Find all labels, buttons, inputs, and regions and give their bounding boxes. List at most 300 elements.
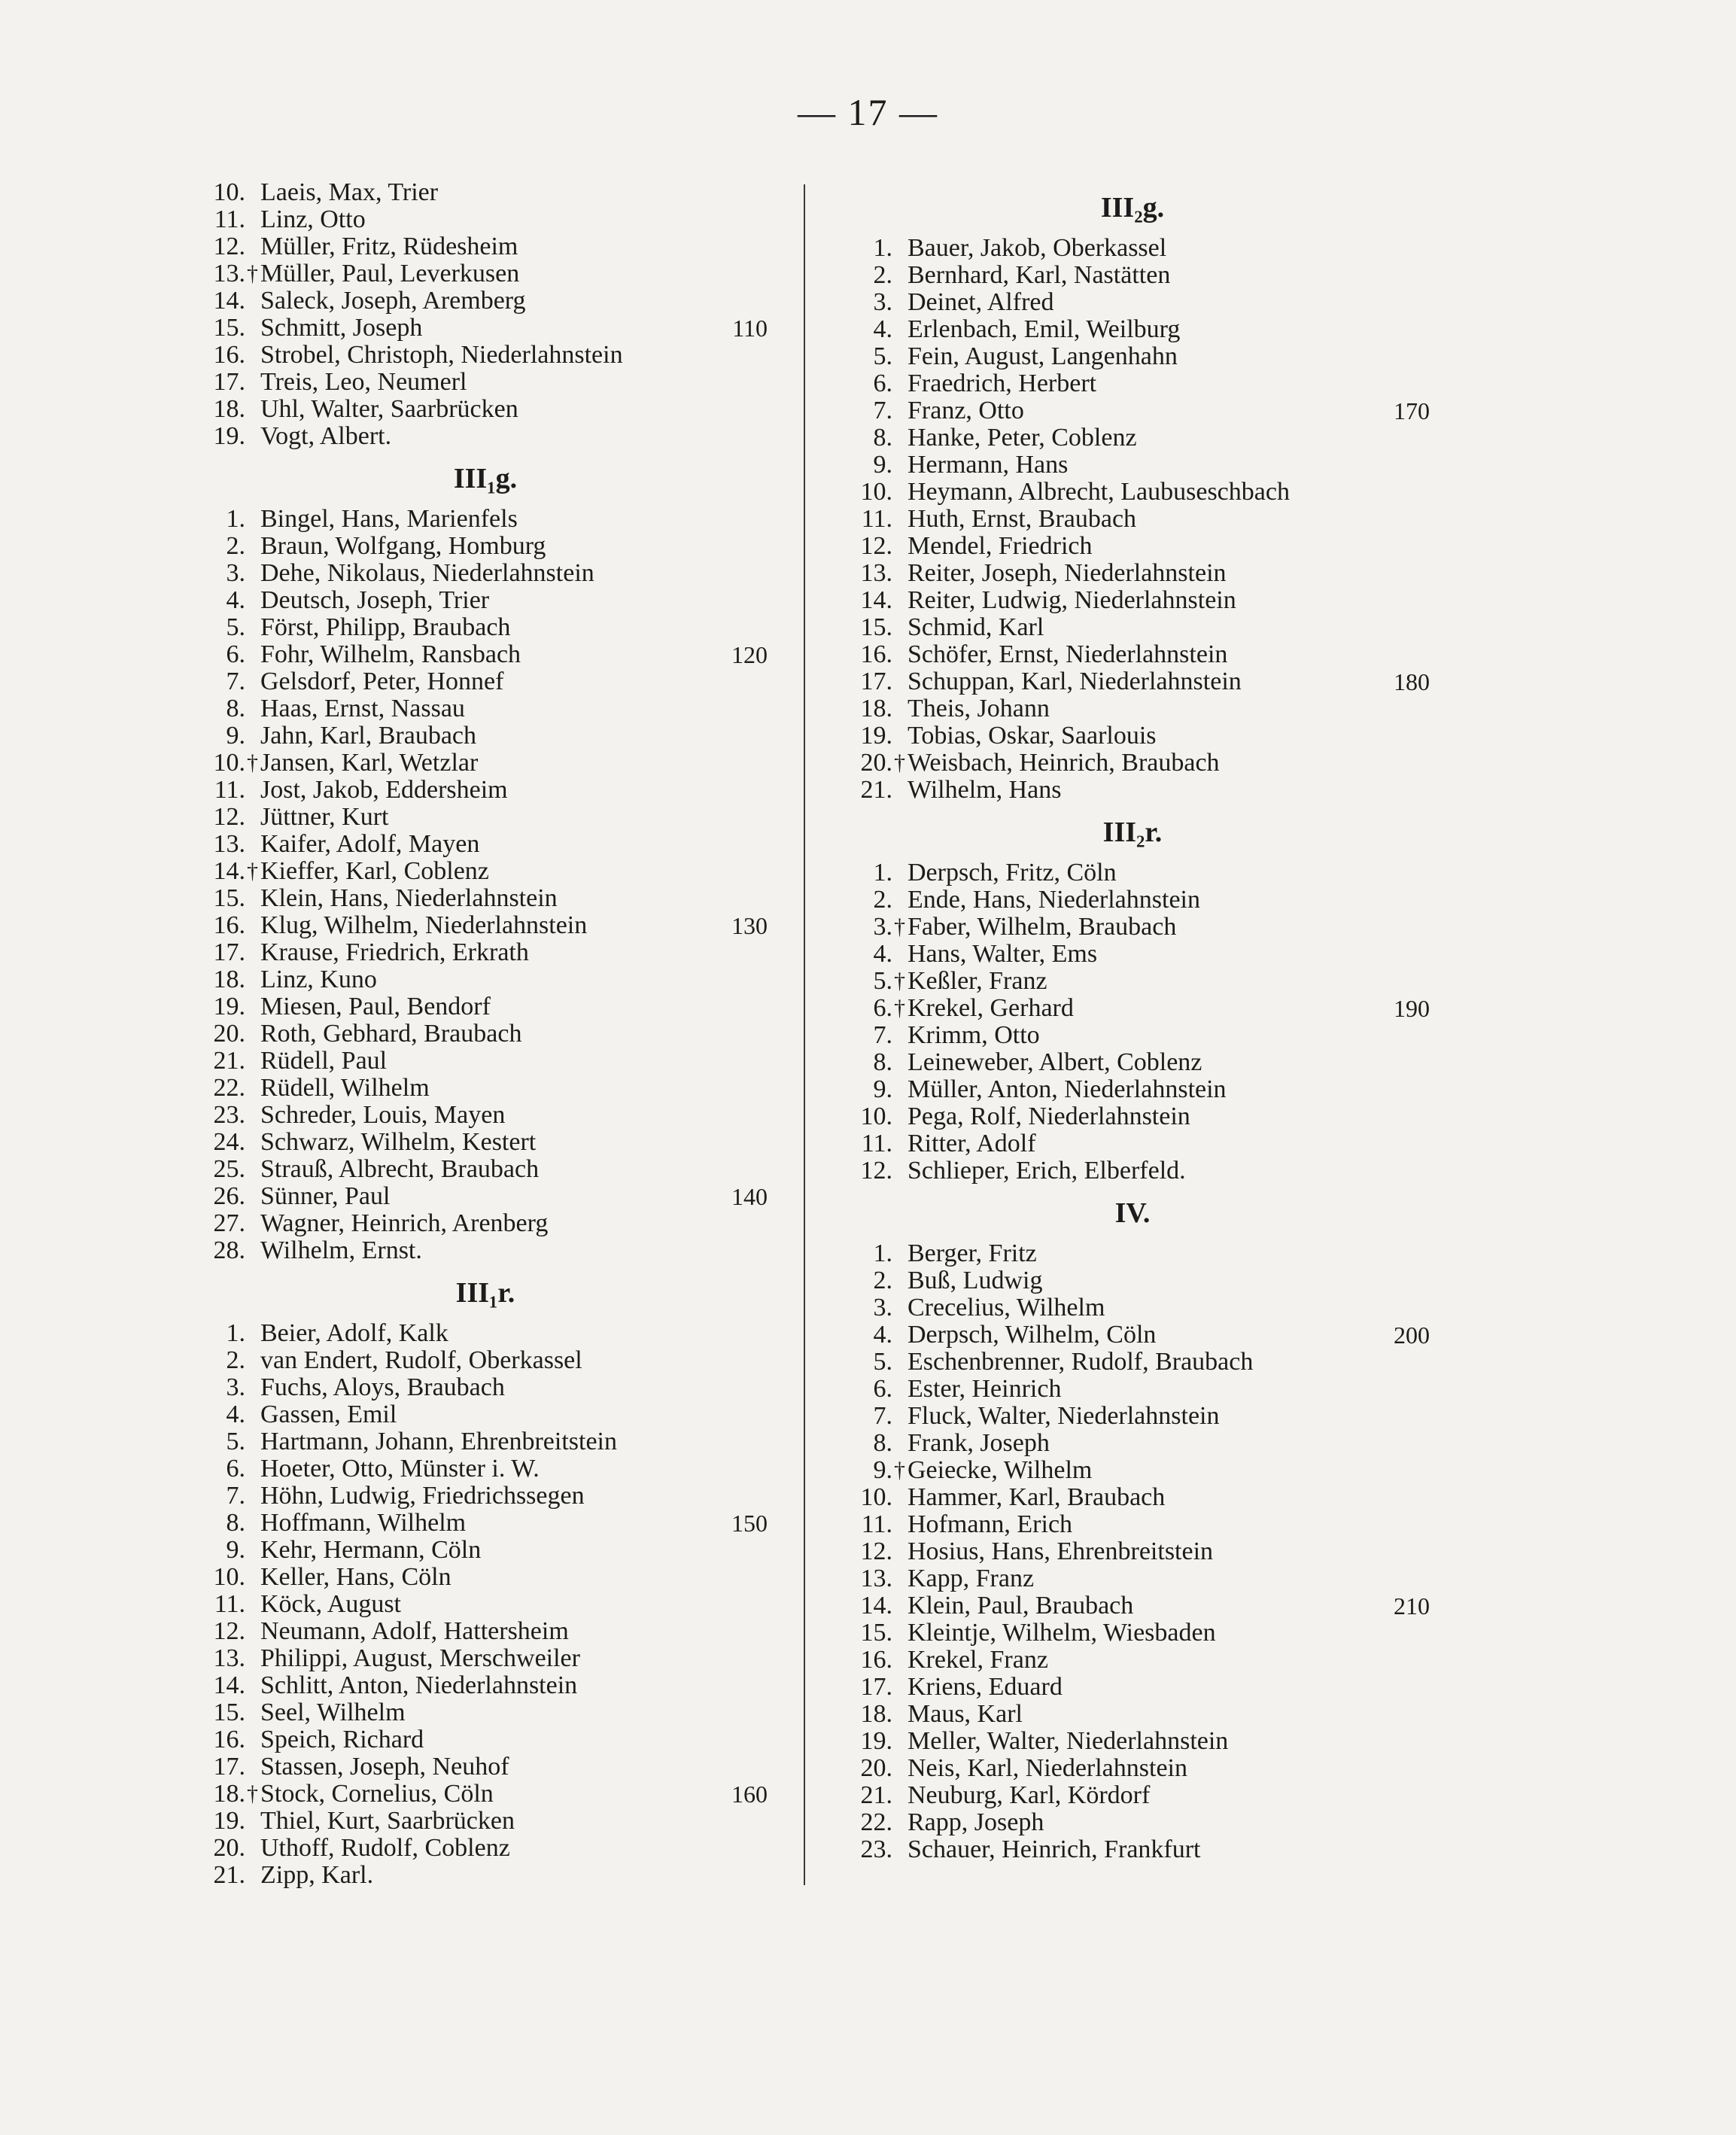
list-item — [196, 1428, 775, 1455]
student-name: Derpsch, Fritz, Cöln — [908, 859, 1117, 887]
student-name: Buß, Ludwig — [908, 1267, 1043, 1294]
list-item — [196, 506, 775, 533]
student-name: Neis, Karl, Niederlahnstein — [908, 1754, 1187, 1782]
list-item — [843, 1267, 1422, 1294]
list-item — [843, 316, 1422, 343]
item-number: 14. — [860, 586, 892, 614]
item-number: 2. — [873, 261, 892, 289]
list-item — [196, 1237, 775, 1264]
item-number: 25. — [213, 1155, 245, 1183]
list-item — [843, 859, 1422, 887]
class-section — [196, 1272, 775, 1889]
list-item — [843, 1157, 1422, 1185]
student-name: Neuburg, Karl, Kördorf — [908, 1781, 1151, 1809]
item-number: 17. — [860, 668, 892, 695]
item-number: 2. — [226, 532, 245, 560]
list-item — [196, 1726, 775, 1753]
student-name: Först, Philipp, Braubach — [260, 613, 511, 641]
item-number: 27. — [213, 1209, 245, 1237]
student-name: Bernhard, Karl, Nastätten — [908, 261, 1171, 289]
list-item — [843, 587, 1422, 614]
student-name: Schreder, Louis, Mayen — [260, 1101, 506, 1129]
student-name: Kehr, Hermann, Cöln — [260, 1536, 482, 1564]
list-item — [196, 1564, 775, 1591]
student-name: Hanke, Peter, Coblenz — [908, 424, 1137, 452]
deceased-mark: † — [894, 1458, 905, 1483]
list-item — [196, 777, 775, 804]
list-item — [843, 1103, 1422, 1130]
list-item — [843, 722, 1422, 750]
student-name: Krekel, Gerhard — [908, 994, 1074, 1022]
student-name: Ester, Heinrich — [908, 1375, 1062, 1403]
student-name: Miesen, Paul, Bendorf — [260, 993, 491, 1020]
running-count: 180 — [1394, 668, 1430, 695]
list-item — [843, 1403, 1422, 1430]
student-name: Philippi, August, Merschweiler — [260, 1644, 580, 1672]
item-number: 17. — [213, 1753, 245, 1781]
list-item — [196, 614, 775, 641]
item-number: 16. — [213, 341, 245, 369]
item-number: 12. — [213, 233, 245, 260]
item-number: 1. — [873, 234, 892, 262]
item-number: 10. — [213, 178, 245, 206]
list-item — [196, 1753, 775, 1781]
list-item — [196, 560, 775, 587]
page-number: — 17 — — [798, 91, 938, 133]
student-name: Crecelius, Wilhelm — [908, 1294, 1105, 1321]
running-count: 190 — [1394, 995, 1430, 1022]
item-number: 1. — [873, 859, 892, 887]
list-item — [843, 397, 1430, 424]
item-number: 15. — [213, 884, 245, 912]
column-divider — [804, 184, 805, 1885]
student-name: Gelsdorf, Peter, Honnef — [260, 668, 504, 695]
student-name: Geiecke, Wilhelm — [908, 1456, 1093, 1484]
item-number: 13. — [213, 830, 245, 858]
item-number: 9. — [873, 451, 892, 479]
student-name: Frank, Joseph — [908, 1429, 1050, 1457]
student-name: Pega, Rolf, Niederlahnstein — [908, 1102, 1190, 1130]
running-count: 170 — [1394, 397, 1430, 424]
list-item — [843, 887, 1422, 914]
list-item — [196, 396, 775, 423]
list-item — [843, 750, 1422, 777]
item-number: 10. — [860, 1483, 892, 1511]
student-name: Strauß, Albrecht, Braubach — [260, 1155, 540, 1183]
list-item — [843, 1592, 1430, 1619]
item-number: 20. — [860, 1754, 892, 1782]
item-number: 7. — [873, 1021, 892, 1049]
item-number: 11. — [861, 505, 892, 533]
student-name: Bauer, Jakob, Oberkassel — [908, 234, 1167, 262]
list-item — [843, 1809, 1422, 1836]
item-number: 5. — [226, 613, 245, 641]
item-number: 14. — [860, 1592, 892, 1619]
item-number: 18. — [860, 1700, 892, 1728]
student-name: Hosius, Hans, Ehrenbreitstein — [908, 1537, 1214, 1565]
running-count: 110 — [732, 315, 768, 342]
item-number: 19. — [213, 1807, 245, 1835]
list-item — [196, 1699, 775, 1726]
list-item — [196, 993, 775, 1020]
item-number: 20. — [213, 1020, 245, 1048]
item-number: 7. — [226, 1482, 245, 1510]
list-item — [196, 695, 775, 722]
list-item — [843, 343, 1422, 370]
student-name: Eschenbrenner, Rudolf, Braubach — [908, 1348, 1254, 1376]
student-name: Klein, Hans, Niederlahnstein — [260, 884, 558, 912]
deceased-mark: † — [894, 914, 905, 939]
item-number: 7. — [873, 397, 892, 424]
deceased-mark: † — [247, 261, 258, 286]
list-item — [196, 1183, 775, 1210]
right-column — [843, 179, 1430, 1863]
list-item — [196, 1591, 775, 1618]
item-number: 9. — [226, 722, 245, 750]
student-name: Deinet, Alfred — [908, 288, 1054, 316]
list-item — [843, 1022, 1422, 1049]
class-section — [196, 458, 775, 1264]
list-item — [843, 668, 1430, 695]
running-count: 120 — [731, 641, 768, 668]
student-name: Schauer, Heinrich, Frankfurt — [908, 1835, 1201, 1863]
list-item — [843, 1457, 1422, 1484]
student-name: Saleck, Joseph, Aremberg — [260, 287, 526, 315]
student-name: Linz, Otto — [260, 205, 366, 233]
student-name: Rüdell, Paul — [260, 1047, 388, 1075]
list-item — [196, 1618, 775, 1645]
student-name: Keßler, Franz — [908, 967, 1047, 995]
list-item — [843, 1619, 1422, 1647]
item-number: 15. — [213, 1699, 245, 1726]
running-count: 130 — [731, 912, 768, 939]
item-number: 9. — [873, 1456, 892, 1484]
student-name: Huth, Ernst, Braubach — [908, 505, 1137, 533]
list-item — [196, 233, 775, 260]
item-number: 19. — [213, 422, 245, 450]
list-item — [843, 641, 1422, 668]
deceased-mark: † — [894, 969, 905, 993]
student-name: Roth, Gebhard, Braubach — [260, 1020, 522, 1048]
item-number: 15. — [860, 613, 892, 641]
item-number: 24. — [213, 1128, 245, 1156]
list-item — [196, 342, 775, 369]
item-number: 20. — [860, 749, 892, 777]
student-name: Strobel, Christoph, Niederlahnstein — [260, 341, 623, 369]
item-number: 26. — [213, 1182, 245, 1210]
item-number: 16. — [860, 640, 892, 668]
student-name: Kaifer, Adolf, Mayen — [260, 830, 480, 858]
item-number: 13. — [860, 1565, 892, 1592]
running-count: 140 — [731, 1183, 768, 1210]
list-item — [196, 206, 775, 233]
item-number: 16. — [213, 1726, 245, 1753]
item-number: 8. — [226, 1509, 245, 1537]
list-item — [196, 1320, 775, 1347]
item-number: 7. — [226, 668, 245, 695]
list-item — [196, 1374, 775, 1401]
item-number: 7. — [873, 1402, 892, 1430]
item-number: 19. — [860, 722, 892, 750]
item-number: 10. — [860, 1102, 892, 1130]
student-name: Fraedrich, Herbert — [908, 370, 1097, 397]
item-number: 8. — [873, 1048, 892, 1076]
list-item — [196, 369, 775, 396]
list-item — [843, 1728, 1422, 1755]
list-item — [196, 1672, 775, 1699]
list-item — [843, 1076, 1422, 1103]
student-name: Kriens, Eduard — [908, 1673, 1063, 1701]
section-heading: III₂g. — [1100, 192, 1165, 224]
student-name: Seel, Wilhelm — [260, 1699, 406, 1726]
student-name: Zipp, Karl. — [260, 1861, 374, 1889]
student-name: Hoffmann, Wilhelm — [260, 1509, 467, 1537]
list-item — [843, 695, 1422, 722]
student-name: Berger, Fritz — [908, 1239, 1037, 1267]
item-number: 18. — [213, 966, 245, 993]
item-number: 4. — [873, 1321, 892, 1349]
student-name: Krause, Friedrich, Erkrath — [260, 938, 529, 966]
student-name: Schmitt, Joseph — [260, 314, 423, 342]
list-item — [196, 1510, 775, 1537]
student-name: Schlieper, Erich, Elberfeld. — [908, 1157, 1186, 1185]
list-item — [843, 1647, 1422, 1674]
class-section — [843, 187, 1430, 804]
item-number: 6. — [873, 370, 892, 397]
student-name: Hammer, Karl, Braubach — [908, 1483, 1166, 1511]
student-name: Höhn, Ludwig, Friedrichssegen — [260, 1482, 585, 1510]
student-name: Linz, Kuno — [260, 966, 377, 993]
student-name: Bingel, Hans, Marienfels — [260, 505, 518, 533]
list-item — [196, 1645, 775, 1672]
student-name: Hermann, Hans — [908, 451, 1069, 479]
list-item — [843, 1321, 1430, 1349]
list-item — [196, 722, 775, 750]
item-number: 1. — [226, 1319, 245, 1347]
item-number: 21. — [860, 776, 892, 804]
list-item — [843, 262, 1422, 289]
item-number: 5. — [873, 342, 892, 370]
list-item — [843, 941, 1422, 968]
item-number: 22. — [860, 1808, 892, 1836]
item-number: 11. — [861, 1130, 892, 1157]
list-item — [843, 914, 1422, 941]
item-number: 6. — [226, 640, 245, 668]
student-name: Jansen, Karl, Wetzlar — [260, 749, 479, 777]
class-section — [196, 179, 775, 450]
item-number: 5. — [226, 1428, 245, 1455]
item-number: 12. — [860, 532, 892, 560]
list-item — [843, 1836, 1422, 1863]
list-item — [196, 1048, 775, 1075]
deceased-mark: † — [247, 1781, 258, 1806]
list-item — [196, 1102, 775, 1129]
item-number: 1. — [873, 1239, 892, 1267]
list-item — [196, 1455, 775, 1483]
item-number: 14. — [213, 857, 245, 885]
student-name: Haas, Ernst, Nassau — [260, 695, 465, 722]
student-name: Weisbach, Heinrich, Braubach — [908, 749, 1220, 777]
list-item — [843, 1240, 1422, 1267]
student-name: Ritter, Adolf — [908, 1130, 1036, 1157]
student-name: Wilhelm, Hans — [908, 776, 1062, 804]
running-count: 200 — [1394, 1321, 1430, 1349]
item-number: 4. — [873, 315, 892, 343]
item-number: 23. — [213, 1101, 245, 1129]
student-name: Uhl, Walter, Saarbrücken — [260, 395, 518, 423]
list-item — [843, 1755, 1422, 1782]
item-number: 12. — [213, 1617, 245, 1645]
student-name: Treis, Leo, Neumerl — [260, 368, 467, 396]
item-number: 13. — [213, 1644, 245, 1672]
student-name: Hartmann, Johann, Ehrenbreitstein — [260, 1428, 617, 1455]
student-name: Keller, Hans, Cöln — [260, 1563, 451, 1591]
student-name: Leineweber, Albert, Coblenz — [908, 1048, 1202, 1076]
item-number: 2. — [226, 1346, 245, 1374]
list-item — [196, 885, 775, 912]
running-count: 210 — [1394, 1592, 1430, 1619]
item-number: 28. — [213, 1236, 245, 1264]
student-name: Uthoff, Rudolf, Coblenz — [260, 1834, 510, 1862]
section-heading: IV. — [1114, 1197, 1151, 1229]
item-number: 3. — [226, 559, 245, 587]
left-column — [196, 179, 775, 1889]
student-name: Speich, Richard — [260, 1726, 424, 1753]
item-number: 17. — [860, 1673, 892, 1701]
list-item — [196, 750, 775, 777]
list-item — [196, 1156, 775, 1183]
list-item — [843, 1130, 1422, 1157]
student-name: Beier, Adolf, Kalk — [260, 1319, 448, 1347]
list-item — [196, 287, 775, 315]
student-name: Ende, Hans, Niederlahnstein — [908, 886, 1200, 914]
student-name: Reiter, Joseph, Niederlahnstein — [908, 559, 1227, 587]
item-number: 3. — [873, 1294, 892, 1321]
item-number: 21. — [213, 1047, 245, 1075]
list-item — [196, 1075, 775, 1102]
item-number: 22. — [213, 1074, 245, 1102]
student-name: Wilhelm, Ernst. — [260, 1236, 422, 1264]
student-name: Jüttner, Kurt — [260, 803, 389, 831]
list-item — [843, 1511, 1422, 1538]
item-number: 11. — [214, 205, 245, 233]
item-number: 23. — [860, 1835, 892, 1863]
list-item — [843, 777, 1422, 804]
item-number: 9. — [873, 1075, 892, 1103]
item-number: 17. — [213, 368, 245, 396]
item-number: 10. — [213, 749, 245, 777]
student-name: Schlitt, Anton, Niederlahnstein — [260, 1671, 578, 1699]
item-number: 12. — [860, 1537, 892, 1565]
list-item — [843, 1565, 1422, 1592]
list-item — [196, 1781, 775, 1808]
student-name: Fein, August, Langenhahn — [908, 342, 1178, 370]
list-item — [843, 506, 1422, 533]
item-number: 9. — [226, 1536, 245, 1564]
student-name: Klein, Paul, Braubach — [908, 1592, 1134, 1619]
item-number: 11. — [214, 1590, 245, 1618]
list-item — [843, 452, 1422, 479]
item-number: 6. — [226, 1455, 245, 1483]
student-name: Schuppan, Karl, Niederlahnstein — [908, 668, 1242, 695]
student-name: Stock, Cornelius, Cöln — [260, 1780, 494, 1808]
item-number: 3. — [873, 288, 892, 316]
student-name: Theis, Johann — [908, 695, 1050, 722]
list-item — [843, 1294, 1422, 1321]
list-item — [196, 641, 775, 668]
student-name: Tobias, Oskar, Saarlouis — [908, 722, 1157, 750]
student-name: Müller, Paul, Leverkusen — [260, 260, 520, 287]
list-item — [196, 1020, 775, 1048]
list-item — [843, 1782, 1422, 1809]
list-item — [196, 587, 775, 614]
student-name: Rapp, Joseph — [908, 1808, 1044, 1836]
item-number: 16. — [213, 911, 245, 939]
item-number: 2. — [873, 886, 892, 914]
item-number: 18. — [860, 695, 892, 722]
student-name: Meller, Walter, Niederlahnstein — [908, 1727, 1229, 1755]
list-item — [196, 423, 775, 450]
list-item — [196, 1483, 775, 1510]
student-name: Kieffer, Karl, Coblenz — [260, 857, 489, 885]
student-name: Vogt, Albert. — [260, 422, 392, 450]
item-number: 15. — [860, 1619, 892, 1647]
list-item — [843, 994, 1430, 1022]
student-name: Erlenbach, Emil, Weilburg — [908, 315, 1181, 343]
item-number: 6. — [873, 994, 892, 1022]
list-item — [196, 1537, 775, 1564]
student-name: Stassen, Joseph, Neuhof — [260, 1753, 509, 1781]
student-name: Braun, Wolfgang, Homburg — [260, 532, 546, 560]
list-item — [843, 1674, 1422, 1701]
list-item — [196, 668, 775, 695]
list-item — [196, 858, 775, 885]
list-item — [196, 966, 775, 993]
deceased-mark: † — [247, 750, 258, 775]
list-item — [843, 370, 1422, 397]
student-name: Hofmann, Erich — [908, 1510, 1073, 1538]
item-number: 3. — [873, 913, 892, 941]
item-number: 5. — [873, 1348, 892, 1376]
list-item — [196, 179, 775, 206]
student-name: Krimm, Otto — [908, 1021, 1040, 1049]
item-number: 18. — [213, 1780, 245, 1808]
section-heading: III₁r. — [455, 1277, 515, 1309]
student-name: Hans, Walter, Ems — [908, 940, 1098, 968]
list-item — [196, 1401, 775, 1428]
section-heading: III₂r. — [1102, 817, 1163, 848]
list-item — [196, 804, 775, 831]
student-name: Wagner, Heinrich, Arenberg — [260, 1209, 549, 1237]
section-heading: III₁g. — [453, 463, 518, 494]
deceased-mark: † — [894, 996, 905, 1020]
item-number: 14. — [213, 1671, 245, 1699]
item-number: 1. — [226, 505, 245, 533]
list-item — [843, 1349, 1422, 1376]
student-name: Dehe, Nikolaus, Niederlahnstein — [260, 559, 594, 587]
item-number: 3. — [226, 1373, 245, 1401]
list-item — [196, 1862, 775, 1889]
student-name: Fuchs, Aloys, Braubach — [260, 1373, 505, 1401]
running-count: 160 — [731, 1781, 768, 1808]
student-name: Neumann, Adolf, Hattersheim — [260, 1617, 569, 1645]
list-item — [843, 289, 1422, 316]
list-item — [843, 1484, 1422, 1511]
deceased-mark: † — [894, 750, 905, 775]
student-name: Thiel, Kurt, Saarbrücken — [260, 1807, 515, 1835]
list-item — [843, 614, 1422, 641]
student-name: Schmid, Karl — [908, 613, 1044, 641]
